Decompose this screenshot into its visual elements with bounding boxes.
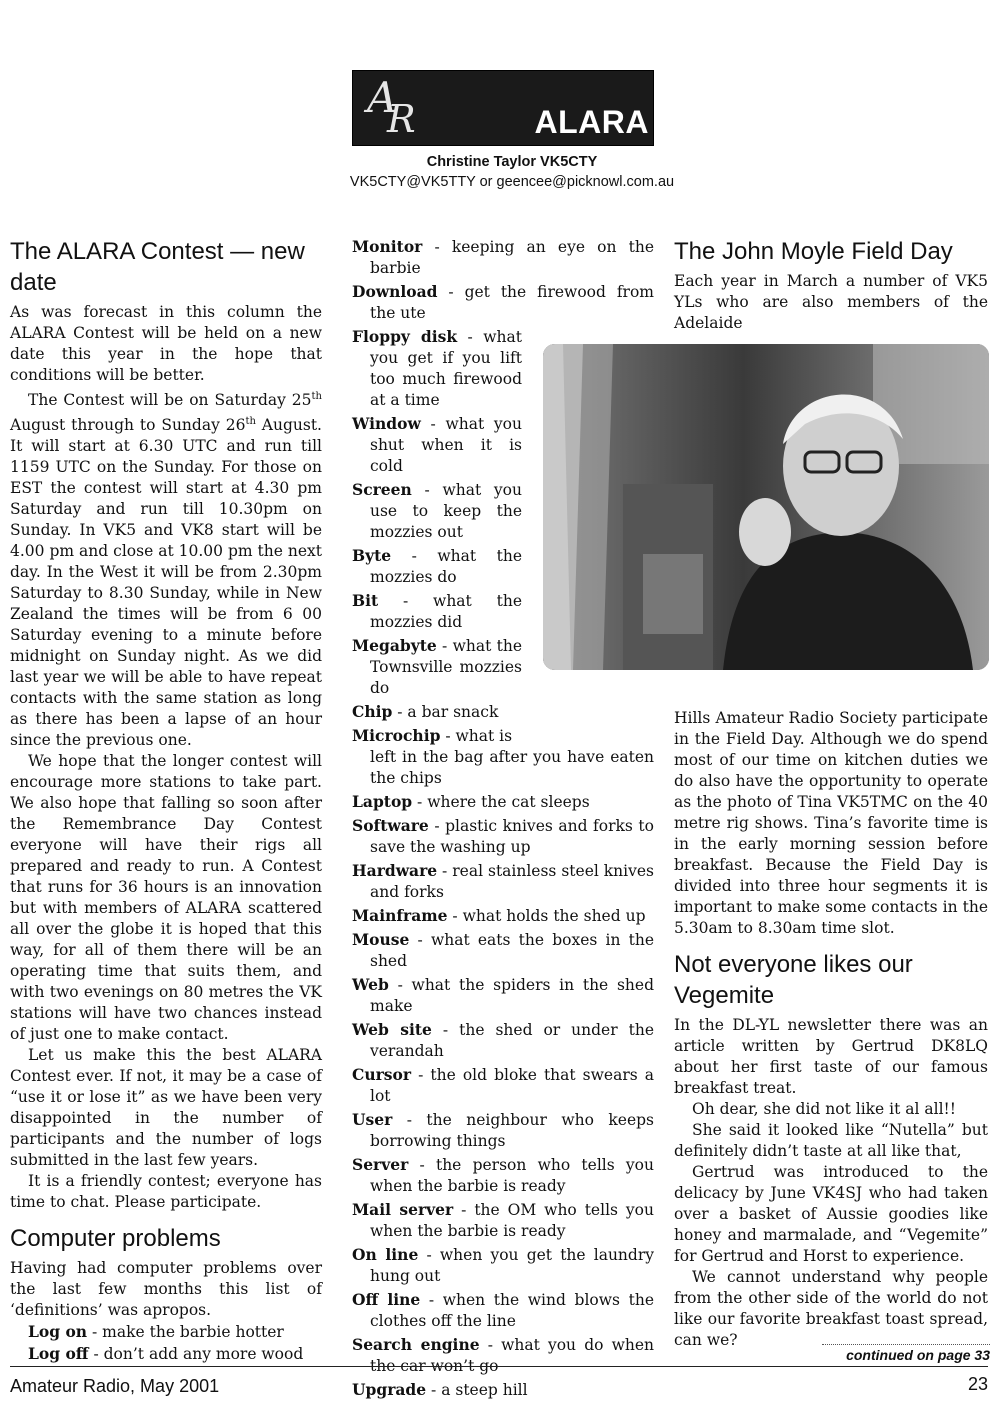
definition-item: Mainframe - what holds the shed up [352, 906, 646, 925]
continued-note: continued on page 33 [822, 1344, 990, 1363]
definition-list-narrow [352, 326, 522, 747]
heading-vegemite: Not everyone likes our Vegemite [674, 951, 913, 1009]
definition-item: Cursor - the old bloke that swears a lot [352, 1065, 654, 1105]
definition-item: Screen - what you use to keep the mozzies out [352, 480, 522, 541]
definition-item: Chip - a bar snack [352, 702, 499, 721]
paragraph: Hills Amateur Radio Society participate in the Field Day. Although we do spend most of our time on kitchen duties we do also have the opportunity to operate as the photo of Tina VK5TMC on the 40 metre rig shows. Tina’s favorite time is in the early morning session before breakfast. Because the Field Day is divided into three hour segments it is important to make some contacts in the 5.30am to 8.30am time slot. [674, 709, 988, 937]
definition-item: Log off - don’t add any more wood [28, 1344, 304, 1364]
column-left [10, 236, 322, 1365]
publication-footer: Amateur Radio, May 2001 [10, 1376, 220, 1396]
column-right [674, 236, 988, 1351]
author-contact: VK5CTY@VK5TTY or geencee@picknowl.com.au [349, 174, 675, 190]
definition-item: Search engine - what you do when the car won’t go [352, 1335, 654, 1375]
definition-item: Laptop - where the cat sleeps [352, 792, 590, 811]
definition-item: Mouse - what eats the boxes in the shed [352, 930, 654, 970]
paragraph: Each year in March a number of VK5 YLs who are also members of the Adelaide [674, 272, 988, 332]
footer-rule [10, 1366, 988, 1367]
author-name: Christine Taylor VK5CTY [426, 154, 598, 170]
definition-item: User - the neighbour who keeps borrowing things [352, 1110, 654, 1150]
page-number: 23 [967, 1374, 988, 1394]
paragraph: It is a friendly contest; everyone has time to chat. Please participate. [10, 1172, 322, 1212]
definition-item: Floppy disk - what you get if you lift too much firewood at a time [352, 327, 522, 409]
definition-item: Software - plastic knives and forks to save the washing up [352, 816, 654, 856]
heading-computer-problems: Computer problems [10, 1225, 221, 1253]
paragraph: Oh dear, she did not like it al all!! [692, 1100, 957, 1118]
definition-item: Web site - the shed or under the verandah [352, 1020, 655, 1060]
definition-list-start [10, 1321, 322, 1365]
definition-continuation: left in the bag after you have eaten the chips [370, 748, 654, 787]
paragraph: In the DL-YL newsletter there was an article written by Gertrud DK8LQ about her first taste of our famous breakfast treat. [674, 1016, 988, 1097]
paragraph: We cannot understand why people from the other side of the world do not like our favorite breakfast toast spread, can we? [674, 1268, 988, 1349]
definition-item: On line - when you get the laundry hung out [352, 1245, 654, 1285]
paragraph: Having had computer problems over the last few months this list of ‘definitions’ was apropos. [10, 1259, 322, 1320]
definition-item: Window - what you shut when it is cold [352, 414, 522, 475]
definition-item: Microchip - what is [352, 726, 513, 745]
definition-item: Log on - make the barbie hotter [28, 1322, 284, 1342]
paragraph: Gertrud was introduced to the delicacy by June VK4SJ who had taken over a basket of Aussie goodies like honey and marmalade, and “Vegemite” for Gertrud and Horst to experience. [674, 1163, 988, 1265]
paragraph: Let us make this the best ALARA Contest ever. If not, it may be a case of “use it or lose it” as we have been very disappointed in the number of participants and the number of logs submitted in the last few years. [10, 1046, 322, 1170]
column-banner [352, 70, 654, 146]
definition-item: Byte - what the mozzies do [352, 546, 522, 586]
logo-letter-a: A [367, 73, 398, 122]
logo-letter-r: R [387, 97, 416, 141]
definition-item: Hardware - real stainless steel knives and forks [352, 861, 654, 901]
definition-item: Monitor - keeping an eye on the barbie [352, 237, 654, 277]
paragraph: As was forecast in this column the ALARA Contest will be held on a new date this year in the hope that conditions will be better. [10, 303, 322, 384]
alara-logo [361, 75, 431, 141]
heading-alara-contest: The ALARA Contest — new date [10, 238, 305, 296]
definition-item: Upgrade - a steep hill [352, 1380, 528, 1399]
paragraph: She said it looked like “Nutella” but definitely didn’t taste at all like that, [674, 1121, 988, 1160]
definition-item: Server - the person who tells you when the barbie is ready [352, 1155, 654, 1195]
heading-field-day: The John Moyle Field Day [674, 238, 953, 265]
column-title: ALARA [534, 104, 649, 140]
definition-item: Off line - when the wind blows the clothes off the line [352, 1290, 654, 1330]
byline [316, 152, 708, 192]
definition-item: Download - get the firewood from the ute [352, 282, 654, 322]
paragraph-contest-times: The Contest will be on Saturday 25th August through to Sunday 26th August. It will start at 6.30 UTC and run till 1159 UTC on the Sunday. For those on EST the contest will start at 4.30 pm Saturday and run till 10.30pm on Sunday. In VK5 and VK8 start will be 4.00 pm and close at 10.00 pm the next day. In the West it will be from 2.30pm Saturday to 8.30 Sunday, while in New Zealand the times will be from 6 00 Saturday evening to a minute before midnight on Sunday night. As we did last year we will be able to have repeat contacts with the same station as long as there has been a lapse of an hour since the previous one. [10, 391, 322, 750]
definition-item: Megabyte - what the Townsville mozzies do [352, 636, 522, 697]
paragraph: We hope that the longer contest will encourage more stations to take part. We also hope that falling so soon after the Remembrance Day Contest everyone will have their rigs all prepared and ready to run. A Contest that runs for 36 hours is an innovation but with members of ALARA scattered all over the globe it is hoped that this way, for all of them there will be an operating time that suits them, and with two evenings on 80 metres the VK stations will have two chances instead of just one to make contact. [10, 752, 322, 1044]
definition-item: Bit - what the mozzies did [352, 591, 522, 631]
definition-item: Web - what the spiders in the shed make [352, 975, 654, 1015]
definition-item: Mail server - the OM who tells you when the barbie is ready [352, 1200, 654, 1240]
